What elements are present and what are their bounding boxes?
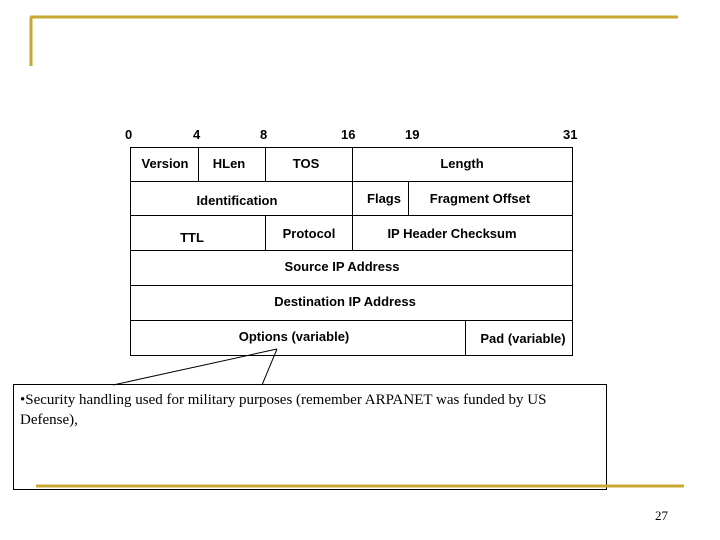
bit-0: 0 — [125, 127, 133, 142]
bit-8: 8 — [260, 127, 268, 142]
field-fragment-offset: Fragment Offset — [429, 191, 531, 206]
field-tos: TOS — [292, 156, 320, 171]
field-options: Options (variable) — [238, 329, 350, 344]
decor-lines — [30, 17, 678, 66]
field-destination-address: Destination IP Address — [274, 294, 416, 309]
header-cells — [130, 147, 573, 356]
field-identification: Identification — [196, 193, 278, 208]
field-flags: Flags — [367, 191, 401, 206]
bit-19: 19 — [405, 127, 420, 142]
field-hlen: HLen — [212, 156, 246, 171]
field-ttl: TTL — [180, 230, 204, 245]
field-version: Version — [141, 156, 189, 171]
bit-16: 16 — [341, 127, 356, 142]
bit-labels — [125, 127, 577, 142]
field-length: Length — [440, 156, 484, 171]
page-number: 27 — [655, 508, 668, 523]
callout-text: •Security handling used for military purposes (remember ARPANET was funded by US Defense), — [20, 392, 547, 428]
field-protocol: Protocol — [282, 226, 336, 241]
field-pad: Pad (variable) — [480, 331, 566, 346]
bit-4: 4 — [193, 127, 201, 142]
field-source-address: Source IP Address — [284, 259, 400, 274]
bit-31: 31 — [563, 127, 578, 142]
field-checksum: IP Header Checksum — [387, 226, 517, 241]
